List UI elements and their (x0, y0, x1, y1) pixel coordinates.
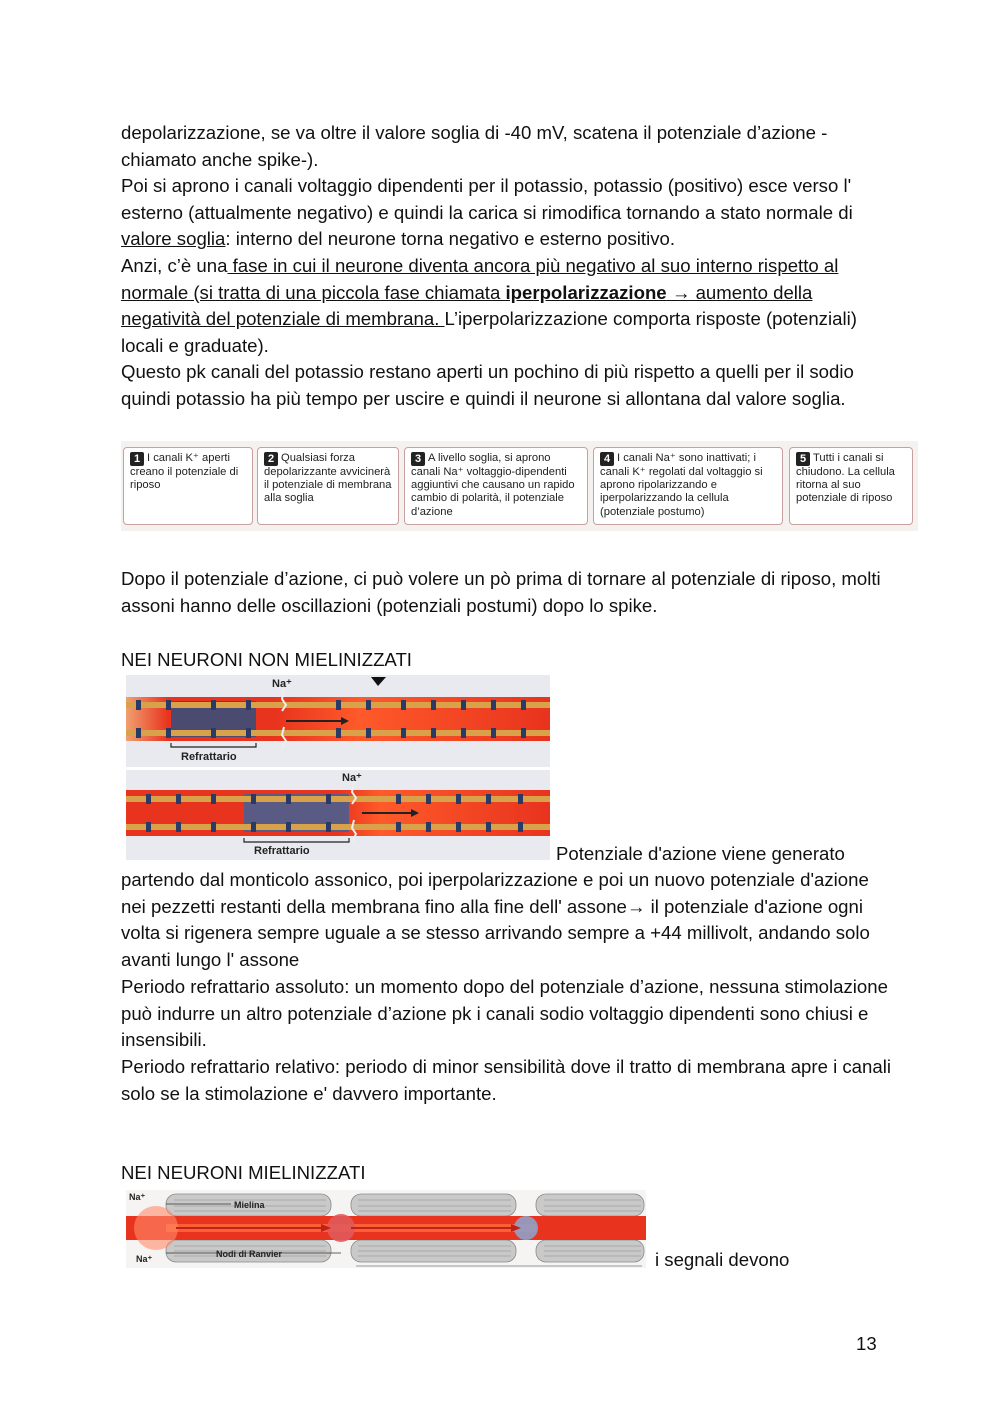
step-number: 5 (796, 452, 810, 466)
unmyelinated-axon-figure-1 (126, 675, 550, 767)
step-text: A livello soglia, si aprono canali Na⁺ voltaggio-dipendenti aggiuntivi che causano un rapido cambio di polarità, il potenziale d’azione (411, 452, 575, 518)
page-number: 13 (856, 1333, 877, 1354)
step-number: 2 (264, 452, 278, 466)
step-box (593, 447, 783, 525)
figure-caption-inline: i segnali devono (655, 1249, 790, 1270)
ion-label: Na⁺ (342, 772, 362, 784)
paragraph: Periodo refrattario relativo: periodo di minor sensibilità dove il tratto di membrana apre i canali solo se la stimolazione e' davvero importante. (121, 1056, 891, 1104)
paragraph: Periodo refrattario assoluto: un momento dopo del potenziale d’azione, nessuna stimolazione può indurre un altro potenziale d’azione pk i canali sodio voltaggio dipendenti sono chiusi e insensibili. (121, 976, 888, 1051)
paragraph: depolarizzazione, se va oltre il valore soglia di -40 mV, scatena il potenziale d’azione -chiamato anche spike-). (121, 122, 828, 170)
section-heading: NEI NEURONI NON MIELINIZZATI (121, 649, 412, 670)
step-number: 3 (411, 452, 425, 466)
step-text: I canali K⁺ aperti creano il potenziale di riposo (130, 452, 239, 492)
ion-label: Na⁺ (129, 1192, 146, 1202)
step-text: Tutti i canali si chiudono. La cellula ritorna al suo potenziale di riposo (796, 452, 895, 505)
step-box (123, 447, 253, 525)
paragraph: Questo pk canali del potassio restano aperti un pochino di più rispetto a quelli per il sodio quindi potassio ha più tempo per uscire e quindi il neurone si allontana dal valore soglia. (121, 361, 854, 409)
figure-caption-inline: Potenziale d'azione viene generato (556, 843, 845, 864)
step-number: 1 (130, 452, 144, 466)
paragraph: Anzi, c’è una fase in cui il neurone diventa ancora più negativo al suo interno rispetto al normale (si tratta di una piccola fase chiamata iperpolarizzazione → aumento della negatività del potenziale di membrana. L’iperpolarizzazione comporta risposte (potenziali) locali e graduate). (121, 255, 857, 357)
step-box (789, 447, 913, 525)
paragraph: Poi si aprono i canali voltaggio dipendenti per il potassio, potassio (positivo) esce verso l' esterno (attualmente negativo) e quindi la carica si rimodifica tornando a stato normale di valore soglia: interno del neurone torna negativo e esterno positivo. (121, 175, 853, 250)
step-box (257, 447, 399, 525)
unmyelinated-axon-figure-2 (126, 770, 550, 860)
action-potential-steps-figure (121, 441, 918, 531)
paragraph: Dopo il potenziale d’azione, ci può volere un pò prima di tornare al potenziale di riposo, molti assoni hanno delle oscillazioni (potenziali postumi) dopo lo spike. (121, 568, 881, 616)
refractory-label: Refrattario (181, 751, 237, 763)
paragraph: partendo dal monticolo assonico, poi iperpolarizzazione e poi un nuovo potenziale d'azione nei pezzetti restanti della membrana fino alla fine dell' assone→ il potenziale d'azione ogni volta si rigenera sempre uguale a se stesso arrivando sempre a +44 millivolt, andando solo avanti lungo l' assone (121, 869, 870, 971)
step-number: 4 (600, 452, 614, 466)
step-text: Qualsiasi forza depolarizzante avvicinerà il potenziale di membrana alla soglia (264, 452, 392, 505)
nodes-label: Nodi di Ranvier (216, 1249, 283, 1259)
refractory-label: Refrattario (254, 845, 310, 857)
ion-label: Na⁺ (136, 1254, 153, 1264)
step-box (404, 447, 588, 525)
ion-label: Na⁺ (272, 678, 292, 690)
section-heading: NEI NEURONI MIELINIZZATI (121, 1162, 366, 1183)
myelin-label: Mielina (234, 1200, 265, 1210)
myelinated-axon-figure (126, 1190, 646, 1268)
step-text: I canali Na⁺ sono inattivati; i canali K⁺ regolati dal voltaggio si aprono ripolarizzando e iperpolarizzando la cellula (potenziale postumo) (600, 452, 763, 518)
